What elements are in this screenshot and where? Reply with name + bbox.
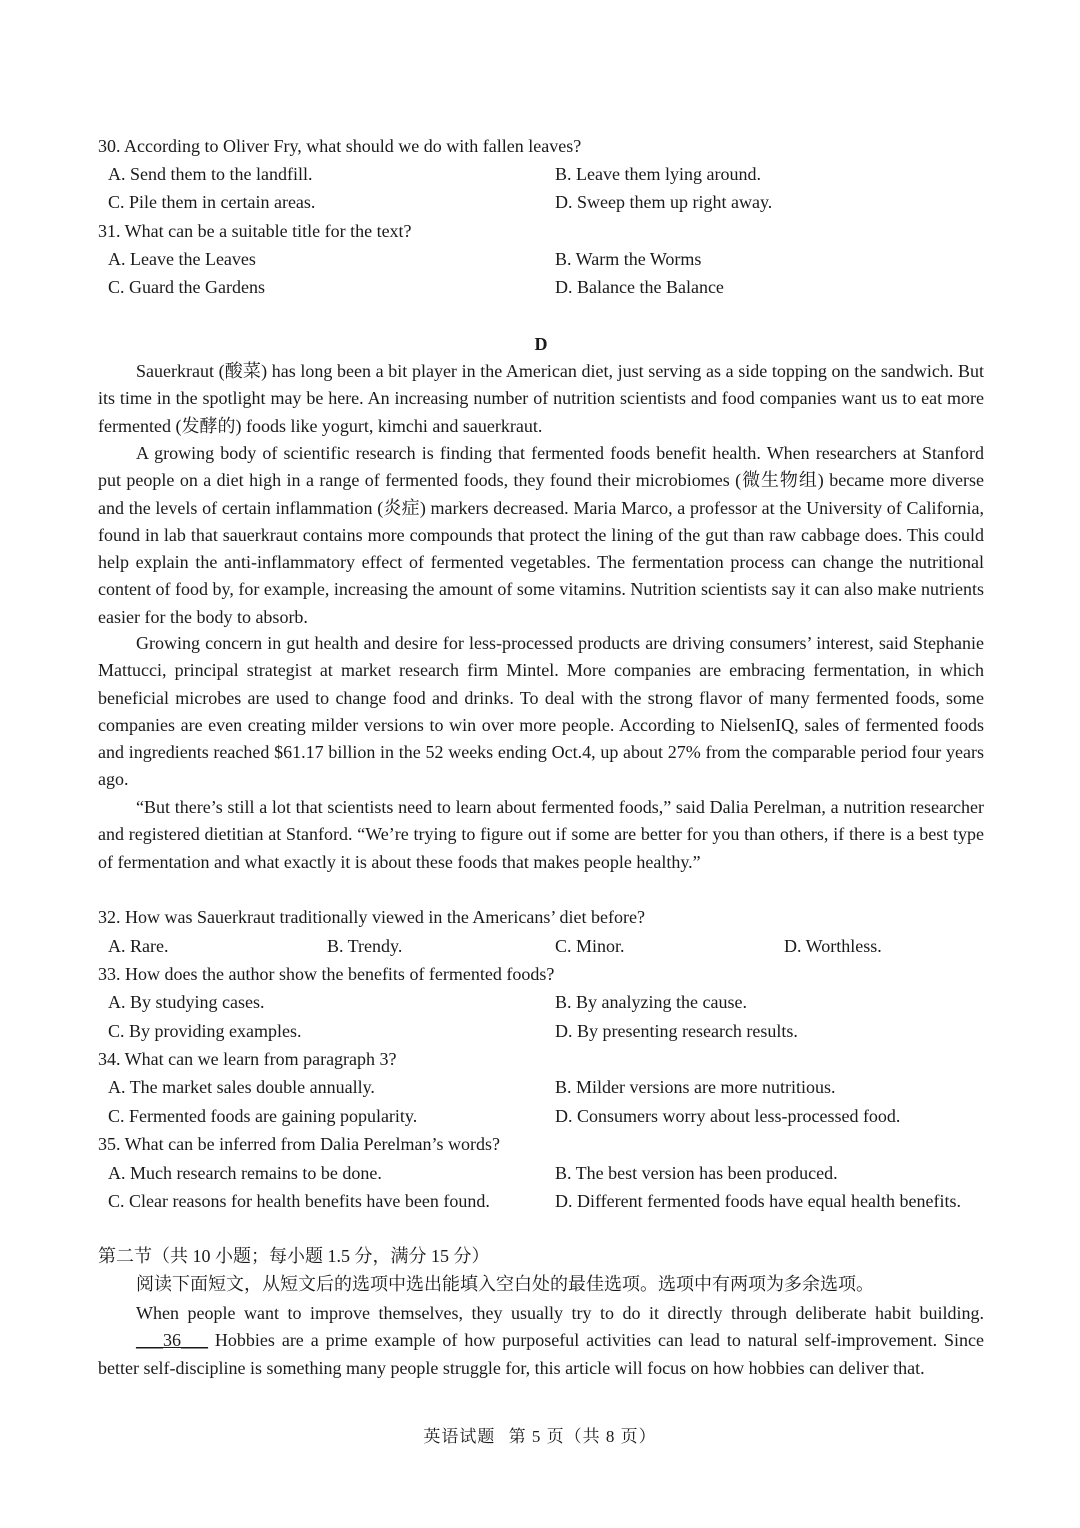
question-30-option-d: D. Sweep them up right away. [555, 192, 773, 212]
question-32-option-b: B. Trendy. [327, 936, 403, 956]
question-31-option-c: C. Guard the Gardens [108, 277, 265, 297]
section-2-para-rest: Hobbies are a prime example of how purposeful activities can lead to natural self-improvement. Since better self-discipline is something many people struggle for, this article will focus on how hobbies can deliver that. [98, 1330, 984, 1378]
question-32-option-d: D. Worthless. [784, 936, 882, 956]
blank-36: ___36___ [136, 1330, 208, 1351]
question-35-option-a: A. Much research remains to be done. [108, 1163, 382, 1183]
question-34-option-b: B. Milder versions are more nutritious. [555, 1077, 836, 1097]
question-35-option-d: D. Different fermented foods have equal health benefits. [555, 1191, 962, 1211]
question-31-option-b: B. Warm the Worms [555, 249, 702, 269]
section-2-heading: 第二节（共 10 小题；每小题 1.5 分，满分 15 分） [98, 1246, 490, 1266]
question-30-option-b: B. Leave them lying around. [555, 164, 761, 184]
question-31-stem: 31. What can be a suitable title for the text? [98, 221, 412, 241]
question-33-option-a: A. By studying cases. [108, 992, 265, 1012]
question-32-option-a: A. Rare. [108, 936, 169, 956]
question-30-stem: 30. According to Oliver Fry, what should we do with fallen leaves? [98, 136, 582, 156]
question-31-option-a: A. Leave the Leaves [108, 249, 256, 269]
question-34-stem: 34. What can we learn from paragraph 3? [98, 1049, 397, 1069]
question-33-option-d: D. By presenting research results. [555, 1021, 798, 1041]
question-33-option-c: C. By providing examples. [108, 1021, 302, 1041]
question-33-stem: 33. How does the author show the benefits of fermented foods? [98, 964, 555, 984]
question-35-stem: 35. What can be inferred from Dalia Perelman’s words? [98, 1134, 501, 1154]
page-footer [0, 1422, 1080, 1447]
footer-page-label: 第 5 页（共 8 页） [508, 1427, 657, 1446]
section-2-instruction: 阅读下面短文，从短文后的选项中选出能填入空白处的最佳选项。选项中有两项为多余选项。 [136, 1274, 874, 1294]
question-34-option-d: D. Consumers worry about less-processed food. [555, 1106, 901, 1126]
passage-d-label: D [534, 334, 548, 354]
question-30-option-a: A. Send them to the landfill. [108, 164, 313, 184]
question-34-option-c: C. Fermented foods are gaining popularity. [108, 1106, 418, 1126]
passage-d-paragraph-4: “But there’s still a lot that scientists need to learn about fermented foods,” said Dalia Perelman, a nutrition researcher and registered dietitian at Stanford. “We’re trying to figure out if some are better for you than others, if there is a best type of fermentation and what exactly it is about these foods that makes people healthy.” [98, 797, 984, 872]
passage-d-paragraph-1: Sauerkraut (酸菜) has long been a bit player in the American diet, just serving as a side topping on the sandwich. But its time in the spotlight may be here. An increasing number of nutrition scientists and food companies want us to eat more fermented (发酵的) foods like yogurt, kimchi and sauerkraut. [98, 361, 984, 436]
section-2-para-start: When people want to improve themselves, they usually try to do it directly through deliberate habit building. [136, 1303, 984, 1323]
question-32-option-c: C. Minor. [555, 936, 625, 956]
question-34-option-a: A. The market sales double annually. [108, 1077, 375, 1097]
question-35-option-b: B. The best version has been produced. [555, 1163, 838, 1183]
passage-d-paragraph-2: A growing body of scientific research is finding that fermented foods benefit health. When researchers at Stanford put people on a diet high in a range of fermented foods, they found their microbiomes (微生物组) became more diverse and the levels of certain inflammation (炎症) markers decreased. Maria Marco, a professor at the University of California, found in lab that sauerkraut contains more compounds that protect the lining of the gut than raw cabbage does. This could help explain the anti-inflammatory effect of fermented vegetables. The fermentation process can change the nutritional content of food by, for example, increasing the amount of some vitamins. Nutrition scientists say it can also make nutrients easier for the body to absorb. [98, 443, 984, 627]
question-31-option-d: D. Balance the Balance [555, 277, 724, 297]
passage-d-paragraph-3: Growing concern in gut health and desire for less-processed products are driving consumers’ interest, said Stephanie Mattucci, principal strategist at market research firm Mintel. More companies are embracing fermentation, in which beneficial microbes are used to change food and drinks. To deal with the strong flavor of many fermented foods, some companies are even creating milder versions to win over more people. According to NielsenIQ, sales of fermented foods and ingredients reached $61.17 billion in the 52 weeks ending Oct.4, up about 27% from the comparable period four years ago. [98, 633, 984, 790]
section-2-paragraph [98, 1300, 984, 1382]
question-33-option-b: B. By analyzing the cause. [555, 992, 747, 1012]
question-32-stem: 32. How was Sauerkraut traditionally viewed in the Americans’ diet before? [98, 907, 645, 927]
question-30-option-c: C. Pile them in certain areas. [108, 192, 316, 212]
footer-subject: 英语试题 [423, 1427, 496, 1446]
question-35-option-c: C. Clear reasons for health benefits have been found. [108, 1191, 490, 1211]
